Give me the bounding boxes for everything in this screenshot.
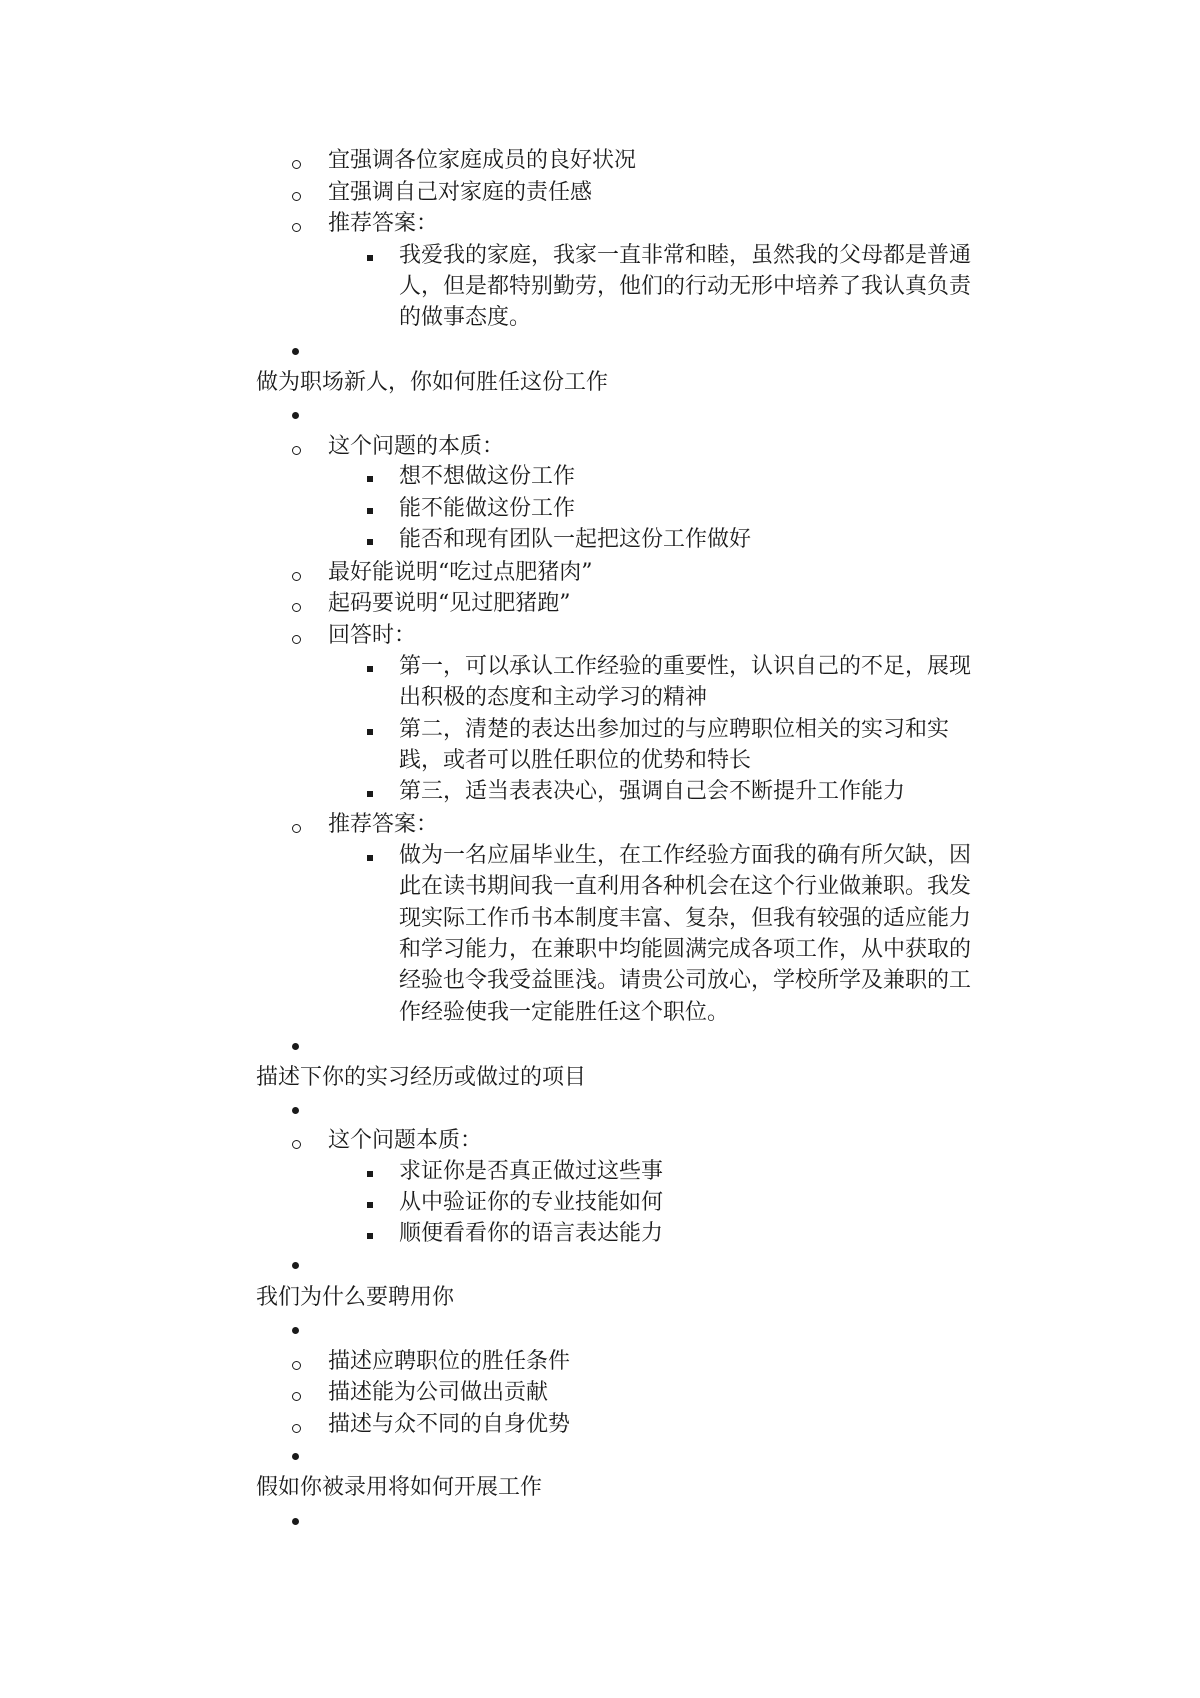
answer-point-line: 第三，适当表表决心，强调自己会不断提升工作能力 — [399, 779, 906, 804]
square-bullet-icon — [367, 1171, 373, 1177]
square-bullet-icon — [367, 255, 373, 261]
list-item: 描述与众不同的自身优势 — [328, 1412, 571, 1437]
circle-bullet-icon — [292, 572, 301, 581]
list-item: 起码要说明“见过肥猪跑” — [328, 591, 571, 616]
essence-label: 这个问题的本质： — [328, 434, 505, 459]
list-item: 宜强调自己对家庭的责任感 — [328, 180, 593, 205]
circle-bullet-icon — [292, 635, 301, 644]
circle-bullet-icon — [292, 1424, 301, 1433]
list-item: 从中验证你的专业技能如何 — [399, 1190, 664, 1215]
square-bullet-icon — [367, 539, 373, 545]
bullet-dot-icon — [292, 348, 299, 355]
recommended-answer-line: 的做事态度。 — [399, 305, 532, 330]
square-bullet-icon — [367, 1202, 373, 1208]
answer-point-line: 出积极的态度和主动学习的精神 — [399, 685, 708, 710]
square-bullet-icon — [367, 508, 373, 514]
question-heading: 描述下你的实习经历或做过的项目 — [256, 1065, 587, 1090]
square-bullet-icon — [367, 666, 373, 672]
bullet-dot-icon — [292, 1262, 299, 1269]
recommended-answer-line: 我爱我的家庭，我家一直非常和睦，虽然我的父母都是普通 — [399, 243, 972, 268]
circle-bullet-icon — [292, 1361, 301, 1370]
circle-bullet-icon — [292, 160, 301, 169]
bullet-dot-icon — [292, 1107, 299, 1114]
circle-bullet-icon — [292, 1392, 301, 1401]
recommended-answer-line: 人，但是都特别勤劳，他们的行动无形中培养了我认真负责 — [399, 274, 972, 299]
answer-point-line: 第一，可以承认工作经验的重要性，认识自己的不足，展现 — [399, 654, 972, 679]
question-heading: 做为职场新人，你如何胜任这份工作 — [256, 370, 609, 395]
answer-label: 回答时： — [328, 623, 417, 648]
circle-bullet-icon — [292, 223, 301, 232]
square-bullet-icon — [367, 729, 373, 735]
recommended-answer-line: 做为一名应届毕业生，在工作经验方面我的确有所欠缺，因 — [399, 843, 972, 868]
square-bullet-icon — [367, 791, 373, 797]
list-item: 宜强调各位家庭成员的良好状况 — [328, 148, 637, 173]
answer-point-line: 践，或者可以胜任职位的优势和特长 — [399, 748, 752, 773]
square-bullet-icon — [367, 476, 373, 482]
recommended-answer-line: 和学习能力，在兼职中均能圆满完成各项工作，从中获取的 — [399, 937, 972, 962]
answer-point-line: 第二，清楚的表达出参加过的与应聘职位相关的实习和实 — [399, 717, 950, 742]
circle-bullet-icon — [292, 824, 301, 833]
circle-bullet-icon — [292, 603, 301, 612]
list-item: 求证你是否真正做过这些事 — [399, 1159, 664, 1184]
list-item: 描述能为公司做出贡献 — [328, 1380, 549, 1405]
list-item: 顺便看看你的语言表达能力 — [399, 1221, 664, 1246]
square-bullet-icon — [367, 855, 373, 861]
recommended-answer-label: 推荐答案： — [328, 211, 439, 236]
essence-label: 这个问题本质： — [328, 1128, 483, 1153]
bullet-dot-icon — [292, 1043, 299, 1050]
recommended-answer-line: 此在读书期间我一直利用各种机会在这个行业做兼职。我发 — [399, 874, 972, 899]
bullet-dot-icon — [292, 1518, 299, 1525]
circle-bullet-icon — [292, 446, 301, 455]
list-item: 描述应聘职位的胜任条件 — [328, 1349, 571, 1374]
circle-bullet-icon — [292, 1140, 301, 1149]
recommended-answer-label: 推荐答案： — [328, 812, 439, 837]
list-item: 最好能说明“吃过点肥猪肉” — [328, 560, 593, 585]
recommended-answer-line: 经验也令我受益匪浅。请贵公司放心，学校所学及兼职的工 — [399, 968, 972, 993]
recommended-answer-line: 作经验使我一定能胜任这个职位。 — [399, 1000, 730, 1025]
recommended-answer-line: 现实际工作币书本制度丰富、复杂，但我有较强的适应能力 — [399, 906, 972, 931]
list-item: 想不想做这份工作 — [399, 464, 576, 489]
circle-bullet-icon — [292, 192, 301, 201]
list-item: 能否和现有团队一起把这份工作做好 — [399, 527, 752, 552]
question-heading: 假如你被录用将如何开展工作 — [256, 1475, 543, 1500]
bullet-dot-icon — [292, 1453, 299, 1460]
list-item: 能不能做这份工作 — [399, 496, 576, 521]
bullet-dot-icon — [292, 1327, 299, 1334]
square-bullet-icon — [367, 1233, 373, 1239]
question-heading: 我们为什么要聘用你 — [256, 1285, 455, 1310]
bullet-dot-icon — [292, 412, 299, 419]
